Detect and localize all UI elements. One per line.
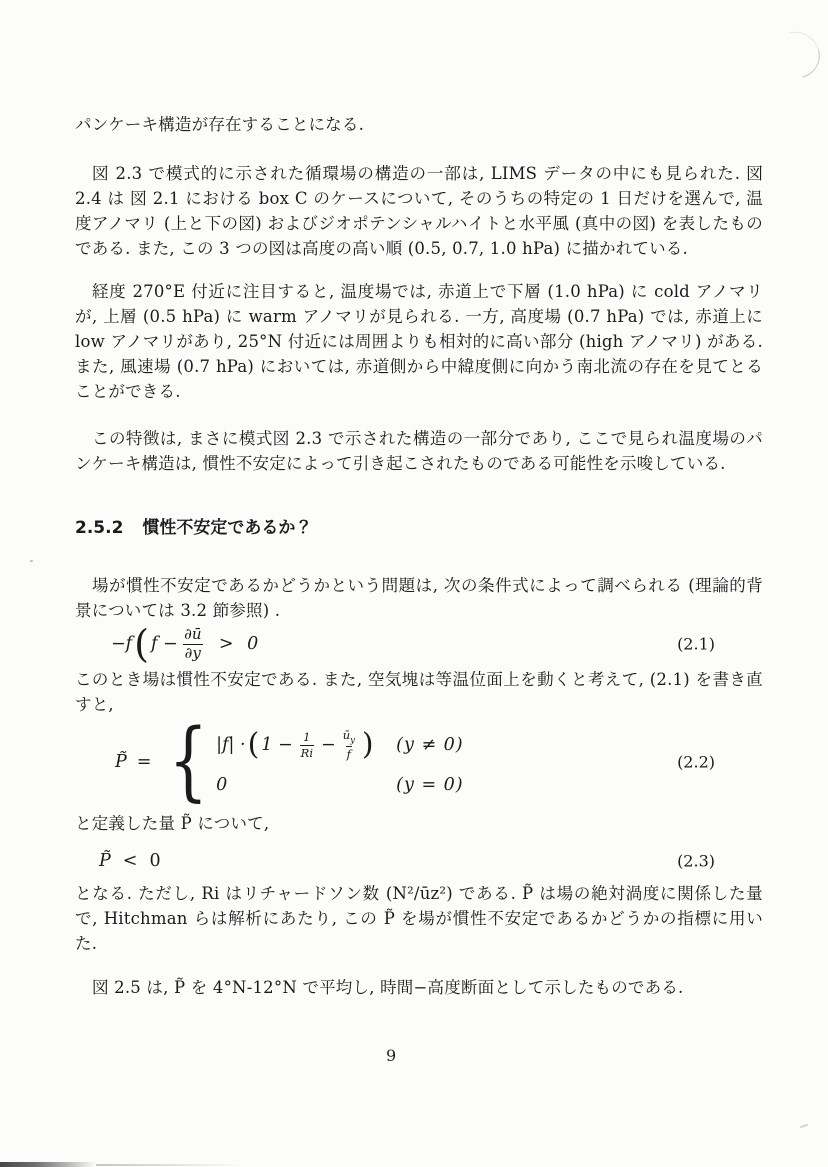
section-title: 慣性不安定であるか？ [142, 518, 313, 538]
math-term: ū [342, 728, 351, 743]
paragraph-5: 場が慣性不安定であるかどうかという問題は, 次の条件式によって調べられる (理論的背景については 3.2 節参照) . [75, 576, 763, 620]
equation-2-1 [75, 622, 763, 666]
paragraph-8: となる. ただし, Ri はリチャードソン数 (N²/ūz²) である. P̃ は場の絶対渦度に関係した量で, Hitchman らは解析にあたり, この P̃ を場が慣性不安定であるかどうかの指標に用いた. [75, 884, 763, 954]
fraction-denominator: Ri [300, 745, 314, 760]
fraction-numerator [343, 728, 355, 746]
page-body [75, 112, 763, 1000]
equation-label: (2.2) [677, 752, 715, 772]
case-row-1 [216, 728, 463, 761]
paragraph-6: このとき場は慣性不安定である. また, 空気塊は等温位面上を動くと考えて, (2.1) を書き直すと, [75, 670, 763, 714]
right-paren: ) [361, 727, 374, 763]
cases-brace: { [169, 711, 209, 811]
case-2-expression [216, 775, 396, 795]
math-rhs: 0 [149, 851, 162, 872]
math-term: f − [150, 634, 178, 654]
math-lhs: P̃ [99, 851, 112, 872]
case-1-condition: (y ≠ 0) [396, 735, 464, 756]
math-term: |f| · [216, 735, 246, 756]
paragraph-2: 図 2.3 で模式的に示された循環場の構造の一部は, LIMS データの中にも見られた. 図 2.4 は 図 2.1 における box C のケースについて, そのうちの特定の 1 日だけを選んで, 温度アノマリ (上と下の図) およびジオポテンシャルハイトと水平風 (真中の図) を表したものである. また, この 3 つの図は高度の高い順 (0.5, 0.7, 1.0 hPa) に描かれている. [75, 164, 763, 258]
equation-2-3-expression [75, 851, 162, 871]
math-relation: > 0 [218, 634, 263, 654]
equation-2-2 [75, 711, 763, 811]
fraction-numerator: 1 [303, 730, 311, 745]
equation-2-1-expression [75, 622, 263, 666]
left-paren: ( [134, 622, 149, 666]
case-2-condition: (y = 0) [396, 774, 464, 795]
left-paren: ( [247, 727, 260, 763]
equals-sign: = [136, 751, 152, 772]
paragraph-7: と定義した量 P̃ について, [75, 814, 270, 834]
math-relation: < [122, 851, 139, 872]
math-term: 1 − [261, 735, 293, 756]
paragraph-3: 経度 270°E 付近に注目すると, 温度場では, 赤道上で下層 (1.0 hPa) に cold アノマリ が, 上層 (0.5 hPa) に warm アノマリが見られる. 一方, 高度場 (0.7 hPa) では, 赤道上に low アノマリがあり, 25°N 付近には周囲よりも相対的に高い部分 (high アノマリ) がある. また, 風速場 (0.7 hPa) においては, 赤道側から中緯度側に向かう南北流の存在を見てとることができる. [75, 282, 763, 401]
equation-2-3 [75, 851, 763, 871]
paragraph-9: 図 2.5 は, P̃ を 4°N-12°N で平均し, 時間−高度断面として示したものである. [92, 978, 684, 998]
fraction [183, 626, 203, 662]
paragraph-1: パンケーキ構造が存在することになる. [75, 115, 365, 134]
math-lhs: P̃ [115, 751, 127, 772]
scan-artifact-arc [764, 23, 828, 87]
fraction-numerator: ∂ū [184, 625, 202, 644]
math-term: −f [111, 634, 133, 654]
page-number: 9 [386, 1046, 397, 1065]
fraction-denominator: ∂y [184, 643, 201, 662]
scan-artifact-bottom-strip [0, 1162, 96, 1167]
scan-artifact-dot [30, 560, 33, 562]
section-number: 2.5.2 [75, 518, 124, 538]
case-1-expression [216, 728, 396, 761]
cases-block [216, 728, 463, 794]
scan-artifact-bottom-thin [96, 1164, 246, 1166]
fraction [300, 730, 314, 760]
minus-sign: − [321, 735, 336, 756]
equation-label: (2.3) [677, 851, 715, 871]
equation-label: (2.1) [677, 634, 715, 654]
math-term: 0 [216, 774, 228, 795]
scan-artifact-speck [800, 1124, 808, 1129]
section-heading [75, 516, 763, 541]
subscript: y [350, 735, 355, 746]
fraction [343, 728, 355, 761]
case-row-2 [216, 775, 463, 795]
paragraph-4: この特徴は, まさに模式図 2.3 で示された構造の一部分であり, ここで見られ温度場のパンケーキ構造は, 慣性不安定によって引き起こされたものである可能性を示唆している. [75, 429, 763, 473]
fraction-denominator: f [346, 747, 351, 762]
